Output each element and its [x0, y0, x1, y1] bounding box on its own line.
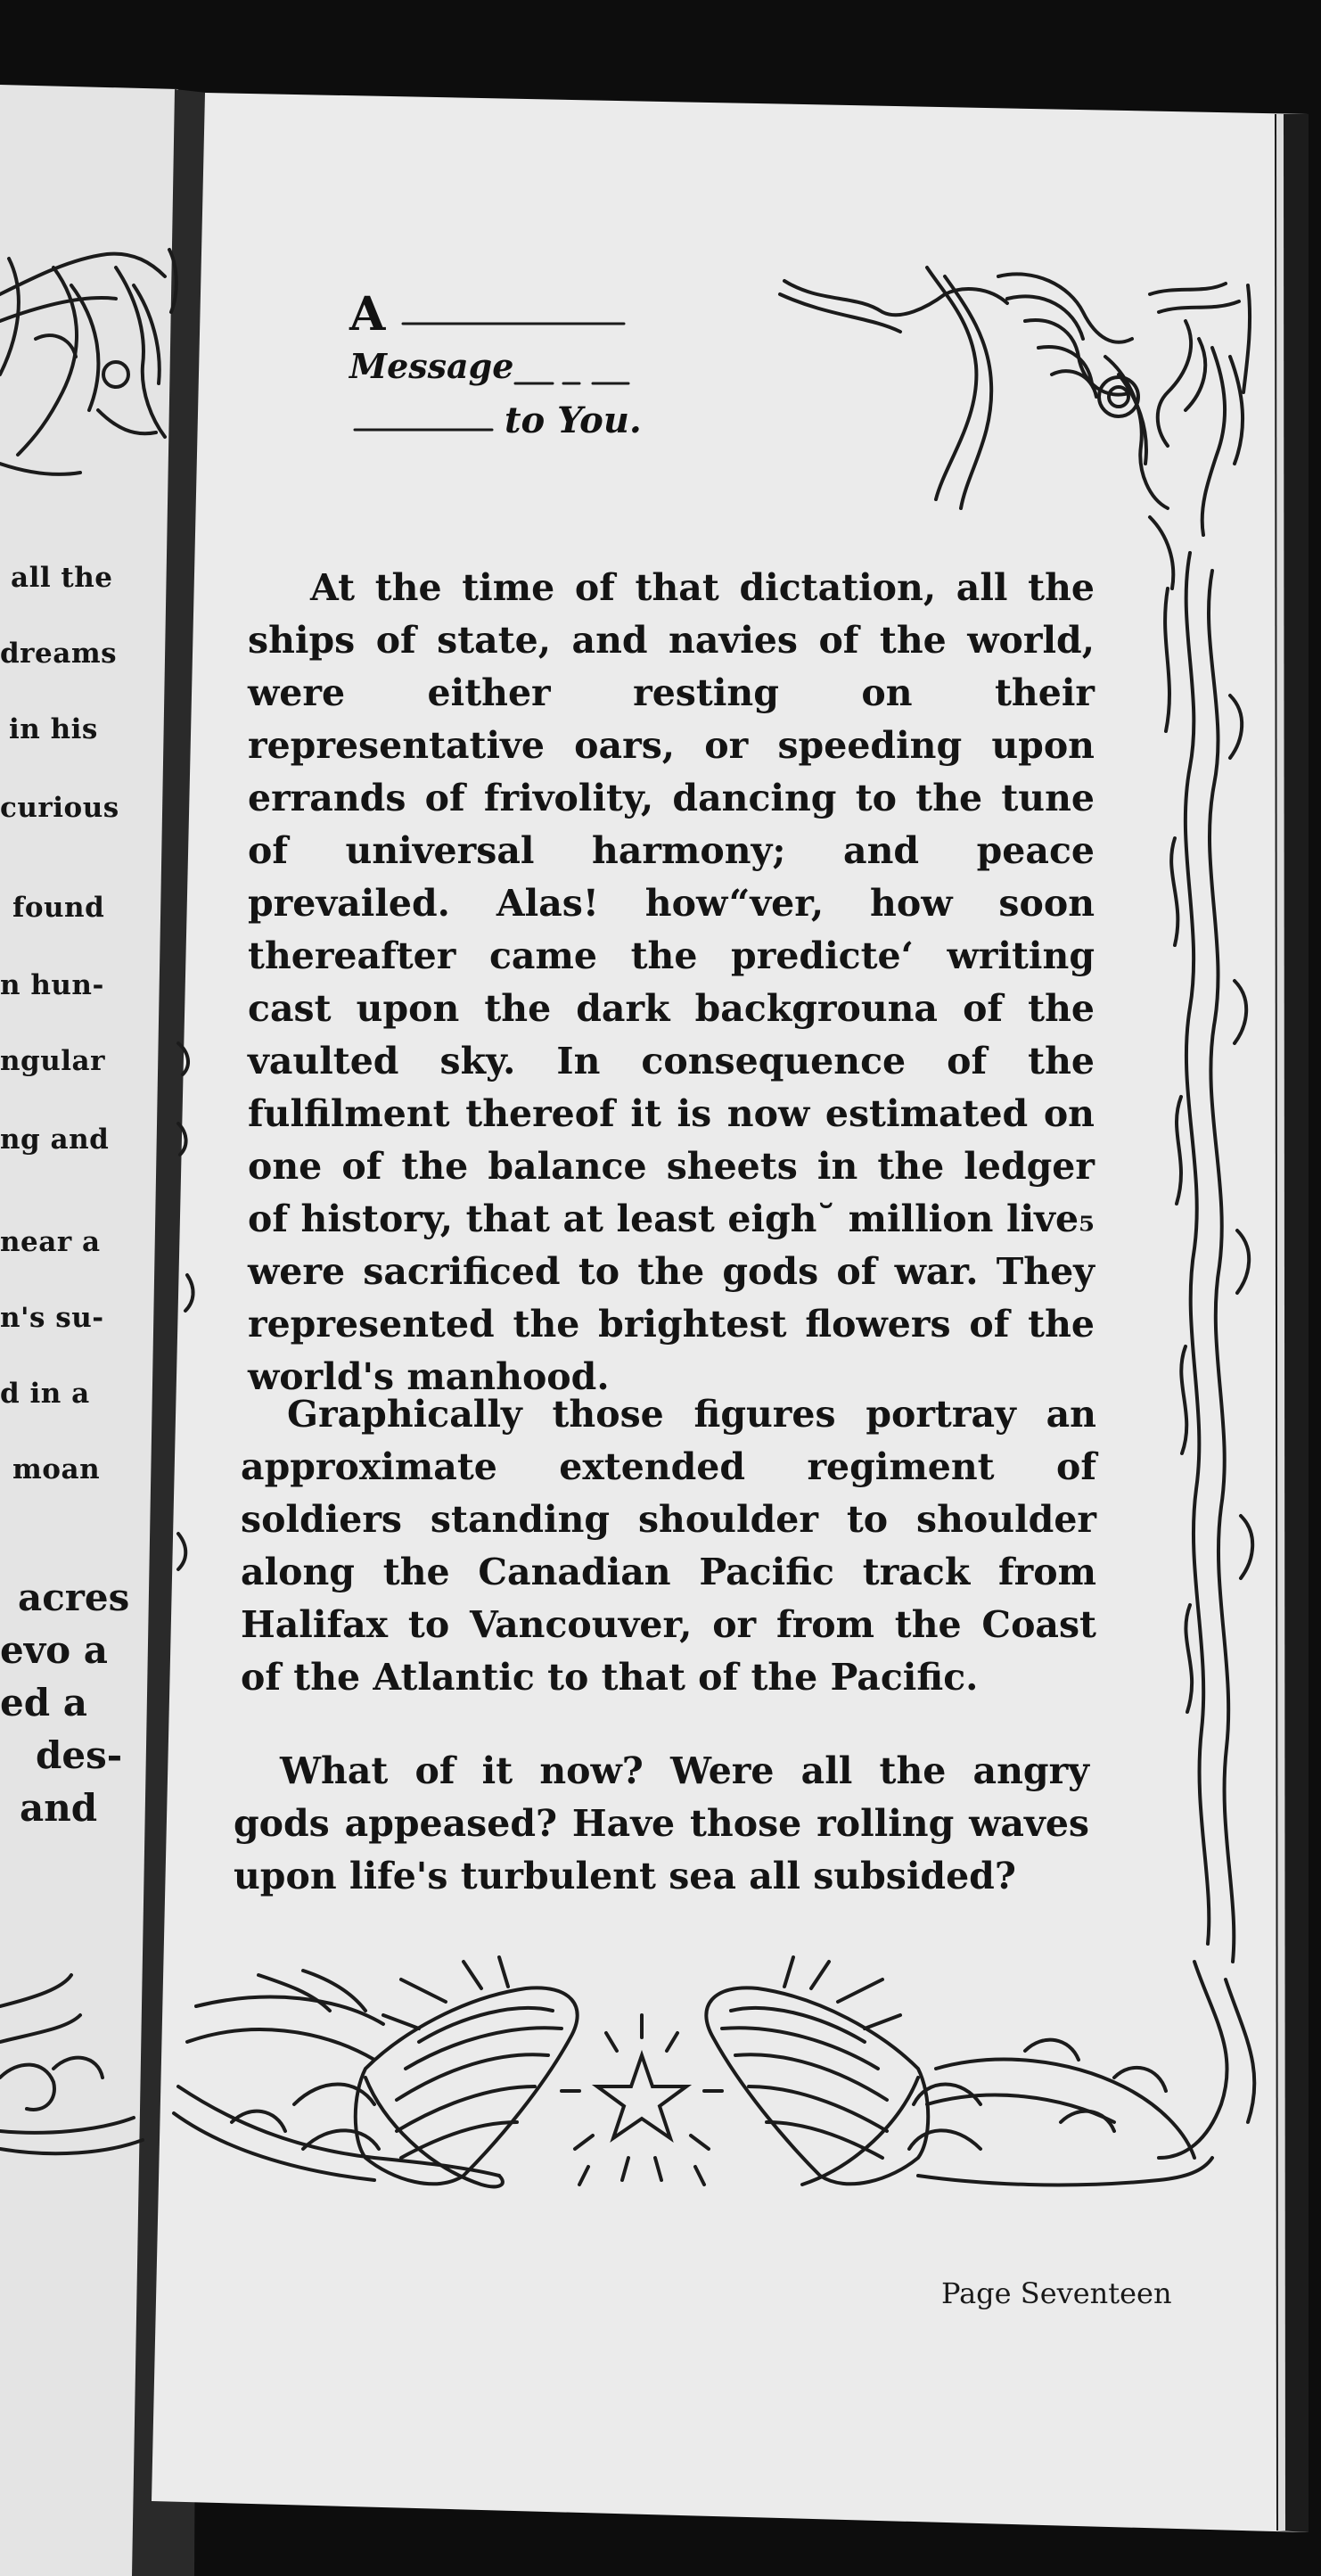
star-burst-icon [562, 2015, 722, 2185]
right-vine-border [1159, 553, 1254, 2158]
left-page-line: found [12, 892, 105, 924]
cornucopia-icon [706, 1988, 980, 2185]
left-page-line: n hun- [0, 969, 104, 1001]
left-page-line: dreams [0, 638, 118, 670]
left-page-line: curious [0, 792, 119, 824]
left-page-line: des- [36, 1733, 123, 1777]
left-page-line: d in a [0, 1378, 90, 1410]
bottom-garland [174, 1957, 1212, 2186]
left-page-line: evo a [0, 1628, 108, 1672]
heading-a: A [349, 287, 386, 342]
left-page-ornament [0, 250, 193, 2153]
cornucopia-icon [232, 1988, 578, 2186]
left-page-line: ed a [0, 1681, 87, 1724]
left-page-line: acres [18, 1576, 130, 1619]
page-number: Page Seventeen [941, 2276, 1172, 2310]
paragraph-regiment: Graphically those figures portray an approximate extended regiment of soldiers standing shoulder to shoulder along the Canadian Pacific track from Halifax to Vancouver, or from the Coast of the Atlantic to that of the Pacific. [241, 1393, 1096, 1699]
paragraph-question: What of it now? Were all the angry gods appeased? Have those rolling waves upon life's turbulent sea all subsided? [234, 1749, 1089, 1897]
heading-message: Message [349, 346, 514, 386]
paragraph-dictation: At the time of that dictation, all the ships of state, and navies of the world, were either resting on their representative oars, or speeding upon errands of frivolity, dancing to the tune of universal harmony; and peace prevailed. Alas! how“ver, how soon thereafter came the predicte‘ writing cast upon the dark backgrouna of the vaulted sky. In consequence of the fulfilment thereof it is now estimated on one of the balance sheets in the ledger of history, that at least eigh˘ million live₅ were sacrificed to the gods of war. They represented the brightest flowers of the world's manhood. [248, 566, 1095, 1398]
left-page-line: in his [9, 713, 98, 745]
left-page-line: n's su- [0, 1302, 104, 1334]
left-page-line: all the [11, 562, 113, 594]
left-page-line: near a [0, 1226, 101, 1258]
left-page-line: moan [12, 1453, 101, 1486]
left-page-line: ngular [0, 1045, 105, 1077]
heading-to-you: to You. [505, 399, 642, 441]
left-page-line: and [20, 1786, 98, 1830]
left-page-line: ng and [0, 1123, 110, 1156]
floral-scroll-corner-icon [780, 267, 1250, 588]
